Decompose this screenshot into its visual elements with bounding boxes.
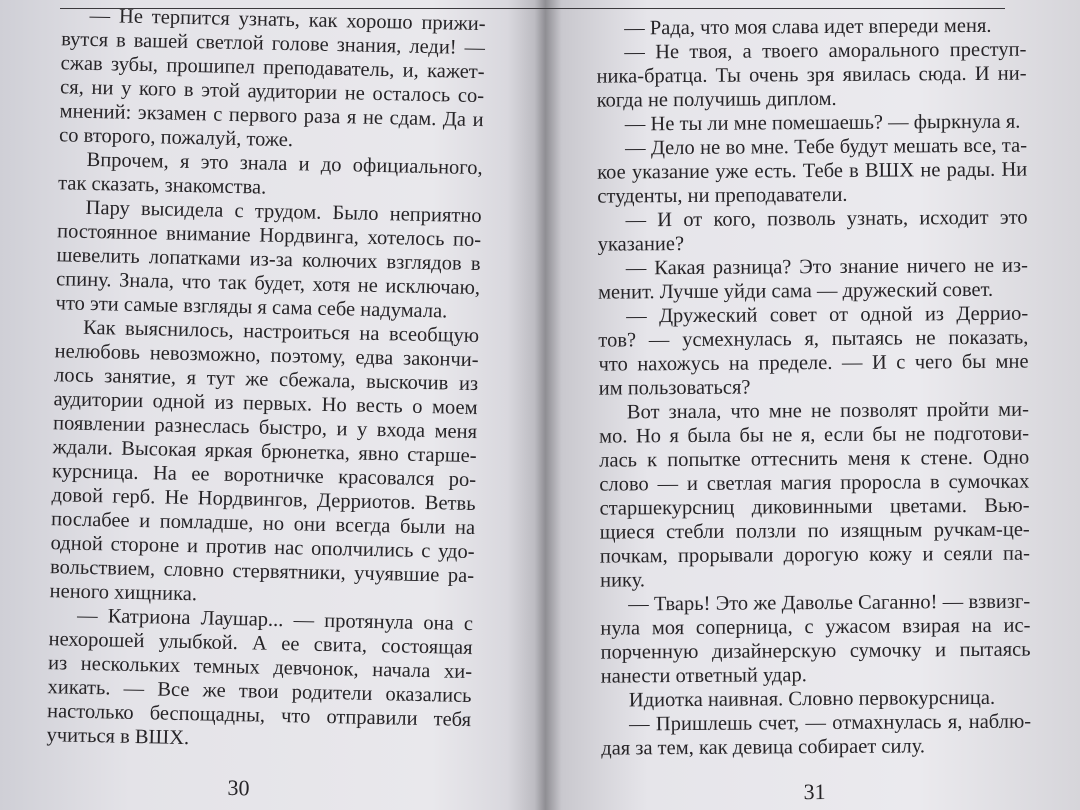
- text-line: вутся в вашей светлой голове знания, леди! —: [60, 28, 486, 60]
- text-line: нула моя соперница, с ужасом взирая на ис-: [600, 614, 1031, 640]
- text-line: почкам, прорывали дорогую кожу и сеяли па-: [599, 542, 1030, 568]
- text-line: — Катриона Лаушар... — протянула она с: [76, 604, 474, 636]
- text-line: учиться в ВШХ.: [46, 724, 190, 750]
- text-line: что нахожусь на пределе. — И с чего бы мне: [598, 350, 1029, 376]
- text-line: старшекурсниц диковинными цветами. Вью-: [599, 494, 1030, 520]
- text-line: лось занятие, я тут же сбежала, выскочив из: [53, 364, 479, 396]
- text-line: — И от кого, позволь узнать, исходит это: [625, 206, 1028, 232]
- text-line: Пару высидела с трудом. Было неприятно: [85, 196, 482, 228]
- text-line: — Какая разница? Это знание ничего не из-: [625, 254, 1028, 280]
- text-line: вольствием, словно стервятники, учуявшие ра-: [49, 556, 475, 588]
- text-line: неного хищника.: [49, 580, 198, 606]
- text-line: менит. Лучше уйди сама — дружеский совет.: [597, 278, 994, 304]
- text-line: лась к попытке оттеснить меня к стене. Одно: [599, 446, 1030, 472]
- text-line: что эти самые взгляды я сама себе надумала.: [55, 292, 448, 323]
- text-line: — Не ты ли мне помешаешь? — фыркнула я.: [624, 110, 1021, 136]
- text-line: кое указание уже есть. Тебе в ВШХ не рады. Ни: [597, 158, 1028, 184]
- right-page: [540, 0, 1080, 810]
- text-line: из нескольких темных девчонок, начала хи-: [47, 652, 473, 684]
- text-line: одной стороне и против нас ополчились с удо-: [50, 532, 475, 564]
- text-line: появлении разнеслась быстро, и у входа меня: [52, 412, 478, 444]
- text-line: сжав зубы, прошипел преподаватель, и, кажет-: [60, 52, 485, 84]
- text-line: — Дело не во мне. Тебе будут мешать все, та-: [624, 134, 1028, 160]
- text-line: нелюбовь невозможно, поэтому, едва закончи-: [54, 340, 479, 372]
- text-line: — Не твоя, а твоего аморального преступ-: [624, 38, 1027, 64]
- left-page-text: [46, 3, 485, 756]
- text-line: аудитории одной из первых. Но весть о моем: [53, 388, 478, 420]
- text-line: шевелить лопатками из-за колючих взглядов в: [56, 244, 481, 276]
- text-line: послабее и помладше, но они всегда были на: [50, 508, 476, 540]
- text-line: тов? — усмехнулась я, пытаясь не показать,: [598, 326, 1029, 352]
- text-line: курсница. На ее воротничке красовался ро-: [51, 460, 477, 492]
- right-page-text: [596, 14, 1031, 761]
- text-line: Впрочем, я это знала и до официального,: [86, 148, 483, 180]
- text-line: — Не терпится узнать, как хорошо прижи-: [89, 4, 486, 36]
- text-line: мо. Но я была бы не я, если бы не подготови-: [598, 422, 1030, 448]
- text-line: спину. Знала, что так будет, хотя не исключаю,: [55, 268, 481, 300]
- text-line: порченную дизайнерскую сумочку и пытаясь: [600, 638, 1031, 664]
- text-line: — Пришлешь счет, — отмахнулась я, наблю-: [628, 710, 1032, 736]
- text-line: ника-братца. Ты очень зря явилась сюда. И ни-: [596, 62, 1027, 88]
- text-line: Как выяснилось, настроиться на всеобщую: [82, 316, 480, 348]
- text-line: указание?: [597, 233, 685, 256]
- text-line: настолько беспощадны, что отправили тебя: [46, 700, 472, 732]
- text-line: Вот знала, что мне не позволят пройти ми-: [626, 398, 1029, 424]
- text-line: когда не получишь диплом.: [596, 87, 837, 112]
- right-page-number: 31: [803, 779, 826, 805]
- text-line: дая за тем, как девица собирает силу.: [601, 735, 926, 760]
- text-line: нанести ответный удар.: [600, 664, 807, 688]
- text-line: хикать. — Все же твои родители оказались: [47, 676, 472, 708]
- text-line: — Тварь! Это же Давольe Саганно! — взвизг-: [628, 590, 1031, 616]
- text-line: студенты, ни преподаватели.: [597, 183, 848, 208]
- text-line: ся, ни у кого в этой аудитории не осталось со-: [59, 76, 485, 108]
- text-line: им пользоваться?: [598, 376, 751, 400]
- text-line: со второго, пожалуй, тоже.: [58, 124, 294, 152]
- text-line: нику.: [599, 569, 646, 592]
- text-line: нехорошей улыбкой. А ее свита, состоящая: [48, 628, 473, 660]
- text-line: Идиотка наивная. Словно первокурсница.: [628, 686, 996, 712]
- text-line: мнений: экзамен с первого раза я не сдам. Да и: [59, 100, 484, 132]
- text-line: слово — и светлая магия проросла в сумочках: [599, 470, 1030, 496]
- text-line: довой герб. Не Нордвингов, Дерриотов. Ветвь: [51, 484, 476, 516]
- text-line: — Дружеский совет от одной из Деррио-: [626, 302, 1029, 328]
- text-line: так сказать, знакомства.: [57, 172, 267, 199]
- text-line: — Рада, что моя слава идет впереди меня.: [624, 14, 992, 40]
- text-line: постоянное внимание Нордвинга, хотелось по-: [56, 220, 482, 252]
- left-page-number: 30: [227, 774, 250, 801]
- text-line: щиеся стебли ползли по изящным ручкам-це-: [599, 518, 1030, 544]
- text-line: ждали. Высокая яркая брюнетка, явно старше-: [52, 436, 477, 468]
